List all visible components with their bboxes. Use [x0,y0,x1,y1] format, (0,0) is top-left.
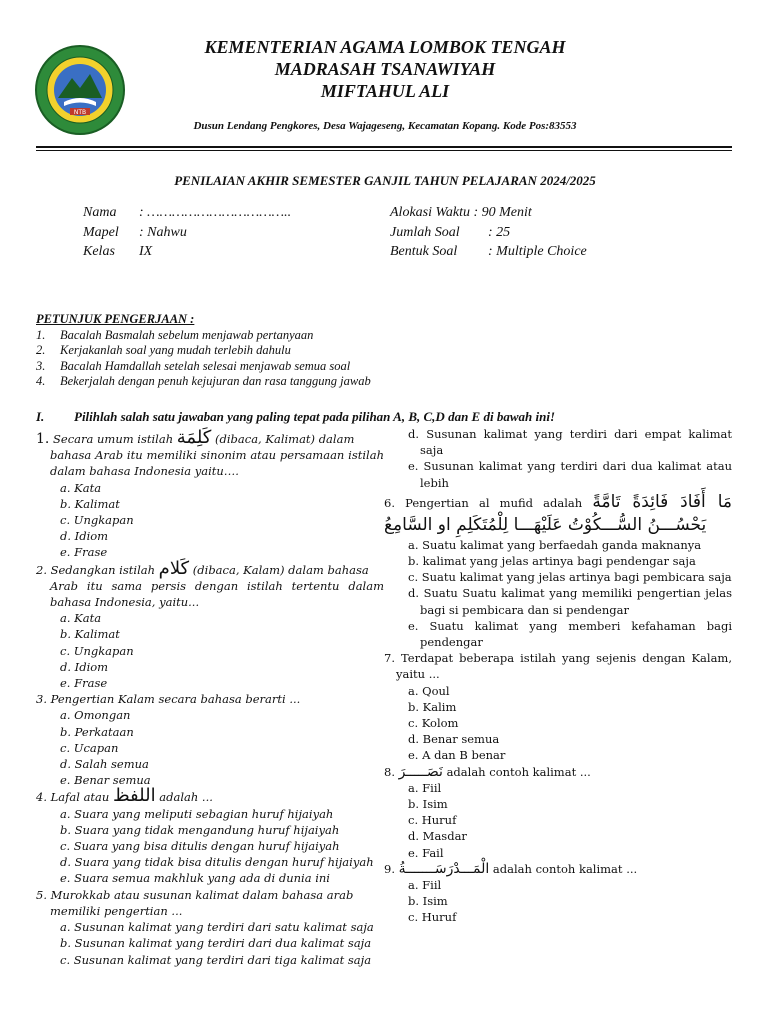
question-text: bahasa Arab itu memiliki sinonim atau persamaan istilah dalam bahasa Indonesia yaitu…. [50,448,384,479]
question-text: 2. Sedangkan istilah [36,562,156,577]
bentuk-value: : Multiple Choice [488,244,587,259]
alokasi-waktu: Alokasi Waktu : 90 Menit [390,205,532,220]
instruction-item [36,328,371,344]
section-heading [36,409,555,425]
question-text: Secara umum istilah [53,432,174,446]
question-7: 7. Terdapat beberapa istilah yang sejenis dengan Kalam, yaitu ... [384,651,732,682]
question-text: (dibaca, Kalam) dalam bahasa [192,562,369,577]
option-c[interactable]: c. Huruf [408,813,457,828]
arabic-term: نَصَـــــرَ [398,763,443,780]
question-8 [384,764,732,780]
question-number: 9. [384,861,395,876]
option-b[interactable]: b. Susunan kalimat yang terdiri dari dua kalimat saja [60,936,372,951]
nama-value: : …………………………….. [139,205,292,220]
option-b[interactable]: b. Perkataan [60,724,134,739]
instruction-text: Bacalah Basmalah sebelum menjawab pertanyaan [60,327,314,342]
question-text: 5. Murokkab atau susunan kalimat dalam bahasa arab [36,887,354,902]
question-text: Arab itu sama persis dengan istilah tertentu dalam bahasa Indonesia, yaitu... [50,578,384,610]
student-info [83,203,291,262]
section-number: I. [36,409,45,424]
section-text: Pilihlah salah satu jawaban yang paling tepat pada pilihan A, B, C,D dan E di bawah ini! [74,409,555,424]
option-c[interactable]: c. Ungkapan [60,643,134,658]
school-type: MADRASAH TSANAWIYAH [274,59,496,79]
bentuk-label: Bentuk Soal [390,244,458,259]
instruction-item [36,359,371,375]
instruction-number: 1. [36,327,46,342]
question-3: 3. Pengertian Kalam secara bahasa berarti ... [36,692,301,707]
instruction-item [36,343,371,359]
instruction-text: Bekerjalah dengan penuh kejujuran dan rasa tanggung jawab [60,374,371,388]
question-5 [36,887,384,919]
kelas-label: Kelas [83,244,115,259]
right-column [384,426,732,926]
question-2 [36,557,384,611]
option-b[interactable]: b. kalimat yang jelas artinya bagi pendengar saja [408,554,696,569]
question-number: 8. [384,764,395,779]
question-4 [36,785,384,807]
option-a[interactable]: a. Qoul [408,683,450,698]
svg-text:NTB: NTB [73,109,87,116]
option-e[interactable]: e. Suara semua makhluk yang ada di dunia ini [60,871,330,886]
option-b[interactable]: b. Kalimat [60,627,120,642]
nama-label: Nama [83,205,117,220]
option-c[interactable]: c. Suara yang bisa ditulis dengan huruf hijaiyah [60,839,340,854]
option-d[interactable]: d. Salah semua [60,757,149,772]
instructions-title: PETUNJUK PENGERJAAN : [36,312,195,326]
option-b[interactable]: b. Kalim [408,699,457,714]
question-1 [36,427,384,480]
option-a[interactable]: a. Susunan kalimat yang terdiri dari satu kalimat saja [60,920,374,935]
option-d[interactable]: d. Idiom [60,659,109,674]
option-d[interactable]: d. Idiom [60,529,109,544]
instruction-text: Bacalah Hamdallah setelah selesai menjawab semua soal [60,358,351,373]
school-address: Dusun Lendang Pengkores, Desa Wajageseng, Kecamatan Kopang. Kode Pos:83553 [193,120,577,132]
arabic-term: مَا أَفَادَ فَائِدَةً تَامَّةً يَحْسُـــنُ السُّـــكُوْتُ عَلَيْهَـــا لِلْمُتَكَلِمِ او السَّامِعُ [384,491,732,535]
jumlah-label: Jumlah Soal [390,224,460,240]
exam-info [390,203,587,262]
option-e[interactable]: e. Benar semua [60,773,151,788]
kelas-value: IX [139,244,153,259]
left-column [36,427,384,968]
instructions [36,312,371,390]
question-6 [384,491,732,537]
option-a[interactable]: a. Fiil [408,780,442,795]
question-text: memiliki pengertian ... [50,903,183,918]
option-d[interactable]: d. Susunan kalimat yang terdiri dari empat kalimat saja [408,427,732,458]
option-a[interactable]: a. Suatu kalimat yang berfaedah ganda maknanya [408,537,702,552]
mapel-label: Mapel [83,224,119,240]
option-d[interactable]: d. Masdar [408,829,467,844]
question-text: adalah ... [159,790,213,805]
option-b[interactable]: b. Kalimat [60,496,120,511]
option-c[interactable]: c. Susunan kalimat yang terdiri dari tiga kalimat saja [60,952,372,967]
option-a[interactable]: a. Kata [60,611,102,626]
instruction-number: 3. [36,358,46,373]
header-divider-thin [36,150,732,151]
question-text: adalah contoh kalimat ... [492,861,638,876]
option-a[interactable]: a. Fiil [408,878,442,893]
question-text: (dibaca, Kalimat) dalam [215,432,355,446]
option-a[interactable]: a. Suara yang meliputi sebagian huruf hijaiyah [60,806,334,821]
question-number: 1. [36,431,50,447]
option-e[interactable]: e. Frase [60,676,108,691]
option-a[interactable]: a. Omongan [60,708,131,723]
school-name: MIFTAHUL ALI [320,81,450,101]
option-a[interactable]: a. Kata [60,480,102,495]
option-e[interactable]: e. Frase [60,545,108,560]
option-d[interactable]: d. Suatu Suatu kalimat yang memiliki pengertian jelas bagi si pembicara dan si pendengar [408,586,732,617]
option-d[interactable]: d. Suara yang tidak bisa ditulis dengan huruf hijaiyah [60,855,374,870]
question-text: 6. Pengertian al mufid adalah [384,495,583,510]
mapel-value: : Nahwu [139,224,187,240]
header-title [150,36,620,102]
instruction-item [36,374,371,390]
arabic-term: اللفظ [112,785,156,807]
instruction-number: 2. [36,343,46,357]
option-b[interactable]: b. Isim [408,797,448,812]
header-divider [36,146,732,148]
option-e[interactable]: e. Suatu kalimat yang memberi kefahaman bagi pendengar [408,618,732,650]
option-b[interactable]: b. Suara yang tidak mengandung huruf hijaiyah [60,822,340,837]
arabic-term: كَلِمَة [176,427,212,448]
option-c[interactable]: c. Suatu kalimat yang jelas artinya bagi pembicara saja [408,570,732,585]
option-c[interactable]: c. Huruf [408,910,457,925]
option-d[interactable]: d. Benar semua [408,732,500,747]
jumlah-value: : 25 [488,224,511,240]
madrasah-logo [34,44,126,136]
option-c[interactable]: c. Ungkapan [60,513,134,528]
option-e[interactable]: e. Susunan kalimat yang terdiri dari dua kalimat atau lebih [408,459,732,490]
option-b[interactable]: b. Isim [408,894,448,909]
instruction-number: 4. [36,374,46,388]
arabic-term: كَلام [158,557,190,579]
instruction-text: Kerjakanlah soal yang mudah terlebih dahulu [60,343,291,357]
question-text: 4. Lafal atau [36,790,110,805]
arabic-term: الْمَـــدْرَسَـــــــةُ [398,860,490,877]
question-9 [384,861,732,877]
exam-title: PENILAIAN AKHIR SEMESTER GANJIL TAHUN PELAJARAN 2024/2025 [174,173,596,188]
option-c[interactable]: c. Ucapan [60,740,119,755]
option-c[interactable]: c. Kolom [408,716,459,731]
option-e[interactable]: e. A dan B benar [408,748,506,763]
ministry-name: KEMENTERIAN AGAMA LOMBOK TENGAH [204,37,566,57]
option-e[interactable]: e. Fail [408,845,444,860]
question-text: adalah contoh kalimat ... [446,764,591,779]
